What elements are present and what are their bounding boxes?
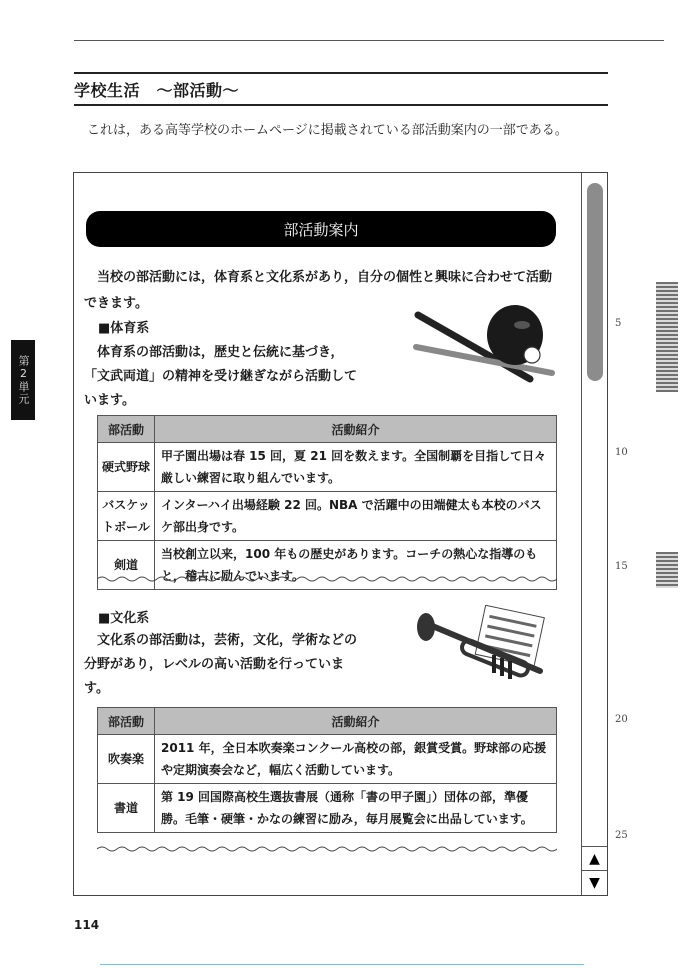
table-row xyxy=(98,735,557,784)
table-cut-wave xyxy=(97,575,557,583)
scroll-down-button[interactable] xyxy=(582,870,607,895)
club-name: 吹奏楽 xyxy=(98,735,155,784)
top-rule xyxy=(74,40,664,41)
club-name: バスケットボール xyxy=(98,492,155,541)
webpage-content xyxy=(74,173,581,895)
vertical-scrollbar[interactable] xyxy=(581,173,607,895)
column-header-club: 部活動 xyxy=(98,416,155,443)
triangle-down-icon: ▼ xyxy=(589,875,600,891)
unit-tab: 第2単元 xyxy=(11,340,35,420)
sports-heading: ■体育系 xyxy=(98,321,150,336)
scrollbar-thumb[interactable] xyxy=(587,183,603,381)
page-number: 114 xyxy=(74,918,100,932)
club-description: インターハイ出場経験 22 回。NBA で活躍中の田端健太も本校のバスケ部出身です。 xyxy=(155,492,557,541)
line-number: 10 xyxy=(615,447,628,458)
column-header-description: 活動紹介 xyxy=(155,416,557,443)
baseball-bat-glove-illustration xyxy=(410,295,560,385)
culture-heading: ■文化系 xyxy=(98,611,150,626)
club-name: 剣道 xyxy=(98,541,155,590)
scroll-up-button[interactable] xyxy=(582,846,607,871)
table-row xyxy=(98,784,557,833)
column-header-description: 活動紹介 xyxy=(155,708,557,735)
intro-text: これは，ある高等学校のホームページに掲載されている部活動案内の一部である。 xyxy=(87,123,568,138)
webpage-window xyxy=(73,172,608,896)
triangle-up-icon: ▲ xyxy=(589,851,600,867)
club-description: 第 19 回国際高校生選抜書展（通称「書の甲子園」）団体の部，準優勝。毛筆・硬筆・かなの練習に励み，毎月展覧会に出品しています。 xyxy=(155,784,557,833)
scan-edge-marks xyxy=(656,552,678,588)
club-description: 甲子園出場は春 15 回，夏 21 回を数えます。全国制覇を目指して日々厳しい練習に取り組んでいます。 xyxy=(155,443,557,492)
trumpet-sheet-music-illustration xyxy=(410,605,560,693)
club-name: 書道 xyxy=(98,784,155,833)
culture-description: 文化系の部活動は，芸術，文化，学術などの分野があり，レベルの高い活動を行っています。 xyxy=(84,633,358,696)
culture-club-table xyxy=(97,707,557,833)
line-number: 25 xyxy=(615,830,628,841)
sports-description: 体育系の部活動は，歴史と伝統に基づき，「文武両道」の精神を受け継ぎながら活動しています。 xyxy=(84,345,358,408)
table-row xyxy=(98,443,557,492)
club-name: 硬式野球 xyxy=(98,443,155,492)
line-number: 20 xyxy=(615,714,628,725)
column-header-club: 部活動 xyxy=(98,708,155,735)
club-guide-banner: 部活動案内 xyxy=(86,211,556,247)
title-rule xyxy=(74,72,608,74)
table-cut-wave xyxy=(97,845,557,853)
line-number: 5 xyxy=(615,318,622,329)
club-description: 2011 年，全日本吹奏楽コンクール高校の部，銀賞受賞。野球部の応援や定期演奏会など，幅広く活動しています。 xyxy=(155,735,557,784)
sports-club-table xyxy=(97,415,557,590)
club-description: 当校創立以来，100 年もの歴史があります。コーチの熱心な指導のもと，稽古に励んでいます。 xyxy=(155,541,557,590)
scan-edge-marks xyxy=(656,282,678,392)
title-rule xyxy=(74,104,608,106)
bottom-rule xyxy=(100,964,584,965)
table-row xyxy=(98,492,557,541)
lead-text: 当校の部活動には，体育系と文化系があり，自分の個性と興味に合わせて活動できます。 xyxy=(84,270,553,311)
line-number: 15 xyxy=(615,561,628,572)
page-title: 学校生活 ～部活動～ xyxy=(74,81,240,100)
